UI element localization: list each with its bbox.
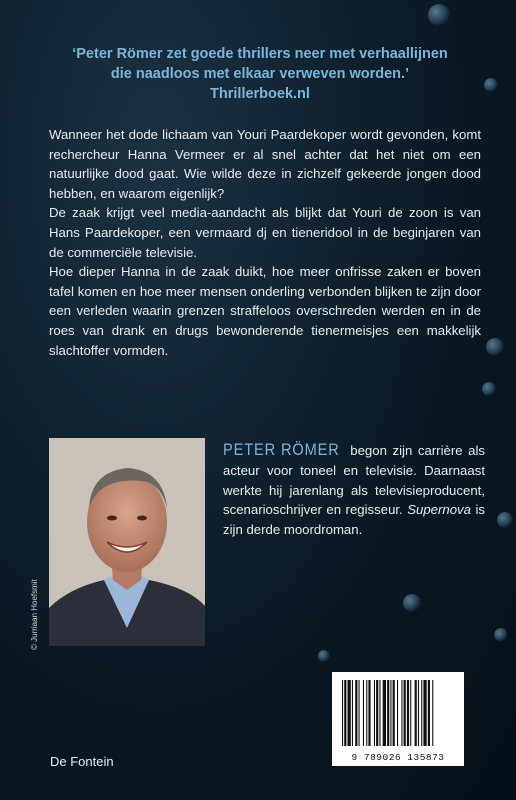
- isbn-number: 9 789026 135873: [351, 752, 445, 763]
- barcode-bar: [390, 680, 391, 746]
- barcode-bar: [404, 680, 406, 746]
- bubble-decoration: [484, 78, 498, 92]
- bubble-decoration: [494, 628, 508, 642]
- blurb-paragraph: De zaak krijgt veel media-aandacht als blijkt dat Youri de zoon is van Hans Paardekoper, een vermaard dj en tieneridool in de beginjaren van de commerciële televisie.: [49, 205, 481, 260]
- barcode-bar: [383, 680, 386, 746]
- bubble-decoration: [497, 512, 513, 528]
- barcode-bar: [359, 680, 360, 746]
- author-bio: [223, 440, 485, 540]
- barcode-bar: [366, 680, 367, 746]
- barcode-bar: [401, 680, 402, 746]
- quote-source: Thrillerboek.nl: [210, 86, 310, 102]
- barcode-bar: [376, 680, 378, 746]
- author-bio-text: is zijn derde moordroman.: [223, 502, 485, 538]
- isbn-barcode: [332, 672, 464, 766]
- bubble-decoration: [403, 594, 421, 612]
- barcode-bar: [397, 680, 398, 746]
- barcode-bar: [410, 680, 411, 746]
- barcode-bar: [344, 680, 346, 746]
- barcode-bar: [374, 680, 375, 746]
- barcode-bars: [332, 672, 464, 752]
- barcode-bar: [379, 680, 380, 746]
- barcode-bar: [348, 680, 351, 746]
- bubble-decoration: [486, 338, 504, 356]
- barcode-bar: [368, 680, 370, 746]
- blurb-paragraph: Hoe dieper Hanna in de zaak duikt, hoe meer onfrisse zaken er boven tafel komen en hoe meer mensen onderling verbonden blijken te zijn door een verleden waarin grenzen straffeloos overschreden werden en in de roes van drank en drugs bewonderende tienermeisjes een makkelijk slachtoffer vormden.: [49, 264, 481, 358]
- book-title: Supernova: [407, 502, 471, 518]
- author-bio-text: begon zijn carrière als acteur voor toneel en televisie. Daarnaast werkte hij jarenlang als televisieproducent, scenarioschrijver en regisseur.: [223, 443, 485, 518]
- barcode-bar: [363, 680, 364, 746]
- author-portrait-illustration: [49, 438, 205, 646]
- barcode-bar: [423, 680, 426, 746]
- review-quote: [40, 44, 480, 104]
- bubble-decoration: [482, 382, 496, 396]
- barcode-bar: [421, 680, 422, 746]
- bubble-decoration: [318, 650, 330, 662]
- barcode-bar: [428, 680, 430, 746]
- barcode-bar: [342, 680, 343, 746]
- bubble-decoration: [428, 4, 450, 26]
- photo-credit: © Jurriaan Hoefsmit: [30, 579, 39, 650]
- barcode-bar: [355, 680, 357, 746]
- barcode-bar: [352, 680, 353, 746]
- barcode-bar: [418, 680, 419, 746]
- barcode-bar: [387, 680, 389, 746]
- quote-line-1: ‘Peter Römer zet goede thrillers neer met verhaallijnen: [72, 46, 448, 62]
- barcode-bar: [415, 680, 417, 746]
- barcode-bar: [407, 680, 409, 746]
- blurb-paragraph: Wanneer het dode lichaam van Youri Paardekoper wordt gevonden, komt rechercheur Hanna Vermeer er al snel achter dat het niet om een natuurlijke dood gaat. Wie wilde deze in zichzelf gekeerde jongen dood hebben, en waarom eigenlijk?: [49, 127, 481, 201]
- author-name: PETER RÖMER: [223, 440, 340, 459]
- barcode-bar: [432, 680, 433, 746]
- book-blurb: [49, 125, 481, 360]
- author-photo: [49, 438, 205, 646]
- quote-line-2: die naadloos met elkaar verweven worden.’: [110, 66, 410, 82]
- publisher-name: De Fontein: [50, 754, 114, 769]
- barcode-bar: [393, 680, 395, 746]
